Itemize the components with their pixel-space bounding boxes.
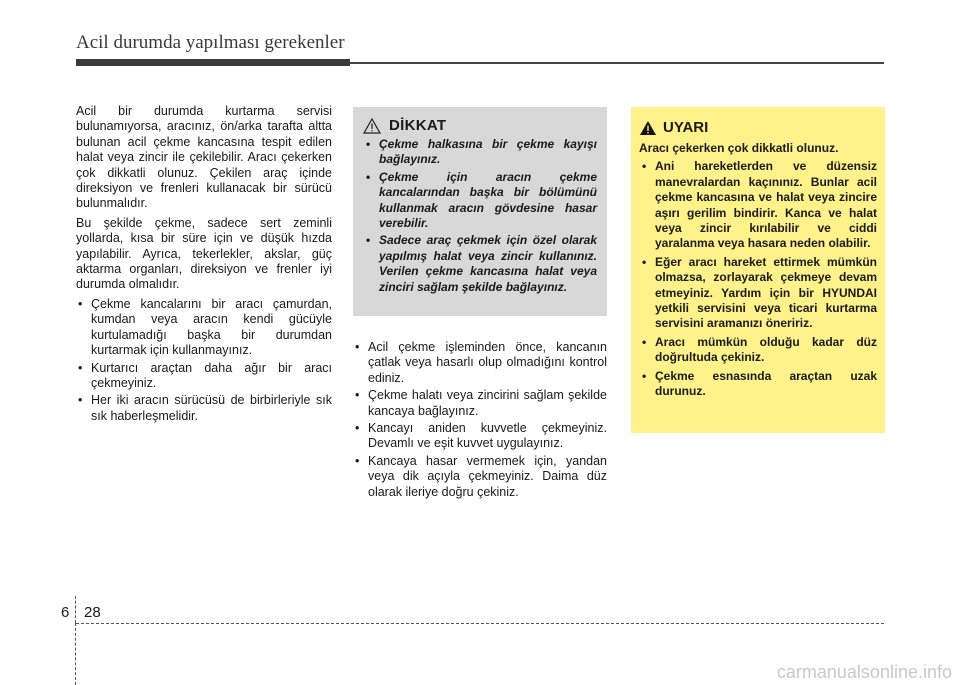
- list-item: • Her iki aracın sürücüsü de birbirleriyle sık sık haberleşmelidir.: [76, 393, 332, 424]
- warning-intro: Aracı çekerken çok dikkatli olunuz.: [639, 141, 839, 155]
- list-item: • Çekme esnasında araçtan uzak durunuz.: [639, 369, 877, 400]
- list-item: • Kancayı aniden kuvvetle çekmeyiniz. Devamlı ve eşit kuvvet uygulayınız.: [353, 421, 607, 452]
- list-item: • Çekme için aracın çekme kancalarından başka bir bölümünü kullanmak aracın gövdesine hasar verebilir.: [363, 170, 597, 232]
- warning-box: [631, 107, 885, 433]
- list-item: • Acil çekme işleminden önce, kancanın çatlak veya hasarlı olup olmadığını kontrol ediniz.: [353, 340, 607, 386]
- page-number: 28: [84, 604, 101, 621]
- page-header-title: Acil durumda yapılması gerekenler: [76, 32, 345, 53]
- header-rule-accent: [76, 59, 350, 66]
- section-number: 6: [61, 604, 70, 621]
- intro-bullet-list: [76, 297, 332, 424]
- intro-paragraph: Bu şekilde çekme, sadece sert zeminli yollarda, kısa bir süre için ve düşük hızda yapılabilir. Ayrıca, tekerlekler, akslar, güç aktarma organları, direksiyon ve frenler iyi durumda olmalıdır.: [76, 215, 332, 292]
- list-item: • Kancaya hasar vermemek için, yandan veya dik açıyla çekmeyiniz. Daima düz olarak ileriye doğru çekiniz.: [353, 454, 607, 500]
- list-item: • Eğer aracı hareket ettirmek mümkün olmazsa, zorlayarak çekmeye devam etmeyiniz. Yardım için bir HYUNDAI yetkili servisini veya ticari kurtarma servisini aramanızı öneririz.: [639, 255, 877, 332]
- list-item: • Kurtarıcı araçtan daha ağır bir aracı çekmeyiniz.: [76, 361, 332, 392]
- list-item: • Ani hareketlerden ve düzensiz manevralardan kaçınınız. Bunlar acil çekme kancasına ve halat veya zincire aşırı gerilim bindirir. Kanca ve halat veya zincir kırılabilir ve ciddi yaralanma veya hasara neden olabilir.: [639, 159, 877, 251]
- towing-instructions: [353, 340, 607, 502]
- towing-bullet-list: [353, 340, 607, 500]
- watermark: carmanualsonline.info: [776, 662, 952, 682]
- caution-header: [363, 117, 597, 134]
- intro-column: [76, 104, 332, 426]
- list-item: • Çekme halkasına bir çekme kayışı bağlayınız.: [363, 137, 597, 168]
- caution-list: [363, 137, 597, 295]
- intro-paragraph: Acil bir durumda kurtarma servisi bulunamıyorsa, aracınız, ön/arka tarafta altta bulunan acil çekme kancasına tespit edilen halat veya zincir ile çekilebilir. Aracı çekerken çok dikkatli olunuz. Çekilen araç içinde direksiyon ve frenleri kullanacak bir sürücü bulunmalıdır.: [76, 104, 332, 211]
- list-item: • Sadece araç çekmek için özel olarak yapılmış halat veya zincir kullanınız. Verilen çekme kancasına halat veya zinciri sağlam şekilde bağlayınız.: [363, 233, 597, 295]
- warning-list: [639, 159, 877, 399]
- warning-header: [639, 119, 877, 136]
- footer-divider: [75, 623, 76, 685]
- warning-title: UYARI: [663, 119, 709, 136]
- warning-triangle-filled-icon: [639, 120, 657, 136]
- list-item: • Çekme kancalarını bir aracı çamurdan, kumdan veya aracın kendi gücüyle kurtulamadığı başka bir durumdan kurtarmak için kullanmayınız.: [76, 297, 332, 359]
- footer-rule: [76, 623, 884, 624]
- list-item: • Aracı mümkün olduğu kadar düz doğrultuda çekiniz.: [639, 335, 877, 366]
- caution-title: DİKKAT: [389, 117, 447, 134]
- caution-box: [353, 107, 607, 316]
- footer-divider: [75, 596, 76, 623]
- warning-triangle-icon: [363, 118, 381, 134]
- list-item: • Çekme halatı veya zincirini sağlam şekilde kancaya bağlayınız.: [353, 388, 607, 419]
